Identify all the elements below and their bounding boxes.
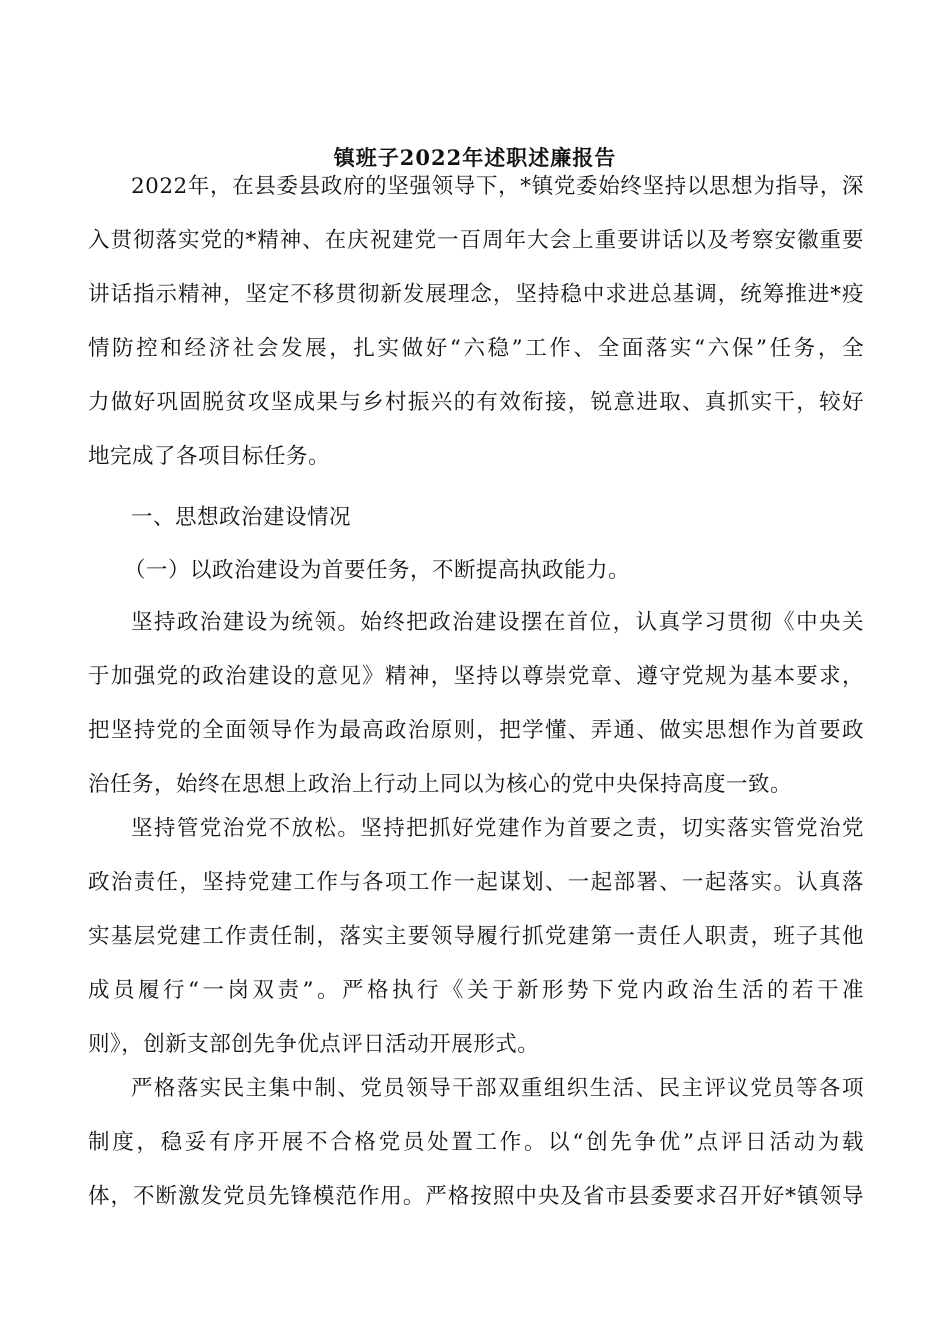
paragraph-line: 地完成了各项目标任务。 xyxy=(88,444,331,469)
paragraph-line: 讲话指示精神，坚定不移贯彻新发展理念，坚持稳中求进总基调，统筹推进*疫 xyxy=(88,282,864,307)
paragraph-line: 治任务，始终在思想上政治上行动上同以为核心的党中央保持高度一致。 xyxy=(88,772,793,797)
paragraph-line: 2022年，在县委县政府的坚强领导下，*镇党委始终坚持以思想为指导，深 xyxy=(131,174,864,199)
subsection-heading: （一）以政治建设为首要任务，不断提高执政能力。 xyxy=(124,558,631,583)
paragraph-line: 制度，稳妥有序开展不合格党员处置工作。以“创先争优”点评日活动为载 xyxy=(88,1130,864,1155)
paragraph-line: 体，不断激发党员先锋模范作用。严格按照中央及省市县委要求召开好*镇领导 xyxy=(88,1184,864,1209)
paragraph-line: 把坚持党的全面领导作为最高政治原则，把学懂、弄通、做实思想作为首要政 xyxy=(88,718,864,743)
paragraph-line: 坚持管党治党不放松。坚持把抓好党建作为首要之责，切实落实管党治党 xyxy=(131,816,864,841)
paragraph-line: 坚持政治建设为统领。始终把政治建设摆在首位，认真学习贯彻《中央关 xyxy=(131,610,864,635)
body-paragraph xyxy=(88,1062,864,1224)
paragraph-line: 严格落实民主集中制、党员领导干部双重组织生活、民主评议党员等各项 xyxy=(131,1076,864,1101)
paragraph-line: 力做好巩固脱贫攻坚成果与乡村振兴的有效衔接，锐意进取、真抓实干，较好 xyxy=(88,390,864,415)
paragraph-line: 成员履行“一岗双责”。严格执行《关于新形势下党内政治生活的若干准 xyxy=(88,978,864,1003)
body-paragraph xyxy=(88,802,864,1072)
body-paragraph xyxy=(88,596,864,812)
paragraph-line: 情防控和经济社会发展，扎实做好“六稳”工作、全面落实“六保”任务，全 xyxy=(88,336,864,361)
section-heading: 一、思想政治建设情况 xyxy=(131,505,352,530)
intro-paragraph xyxy=(88,160,864,484)
paragraph-line: 政治责任，坚持党建工作与各项工作一起谋划、一起部署、一起落实。认真落 xyxy=(88,870,864,895)
document-title: 镇班子2022年述职述廉报告 xyxy=(333,145,617,170)
paragraph-line: 入贯彻落实党的*精神、在庆祝建党一百周年大会上重要讲话以及考察安徽重要 xyxy=(88,228,864,253)
paragraph-line: 于加强党的政治建设的意见》精神，坚持以尊崇党章、遵守党规为基本要求， xyxy=(88,664,864,689)
paragraph-line: 实基层党建工作责任制，落实主要领导履行抓党建第一责任人职责，班子其他 xyxy=(88,924,864,949)
paragraph-line: 则》，创新支部创先争优点评日活动开展形式。 xyxy=(88,1032,540,1057)
